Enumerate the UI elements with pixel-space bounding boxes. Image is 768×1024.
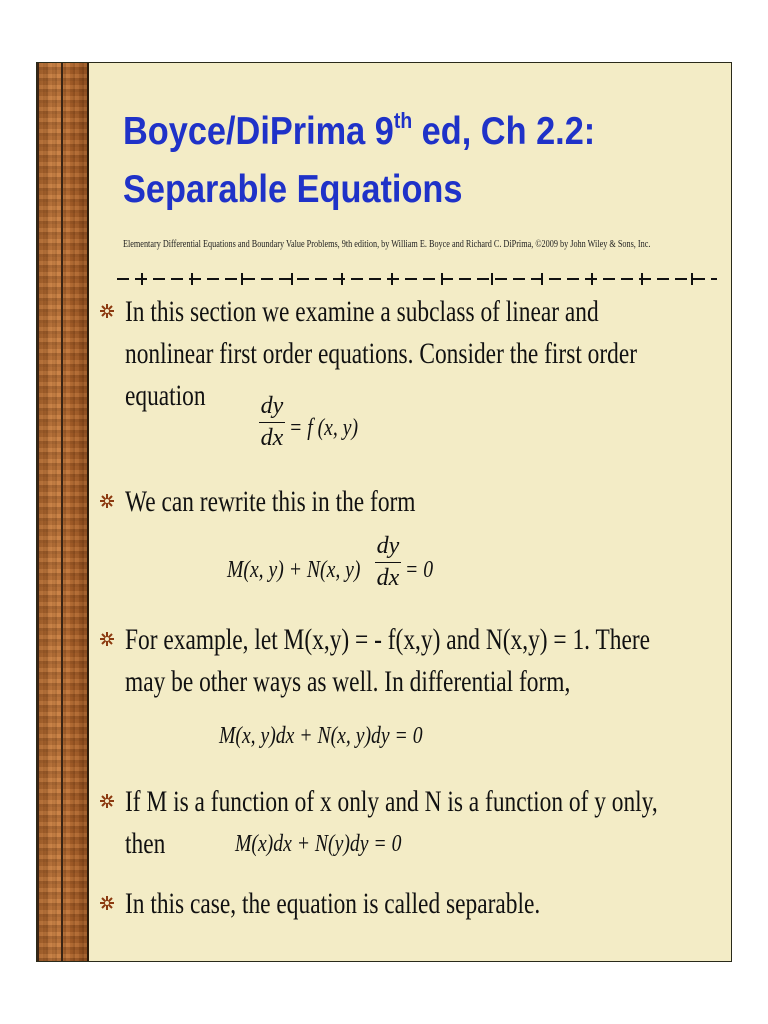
bullet-text: If M is a function of x only and N is a function of y only, then [125,785,658,860]
equation-fraction: dy dx [260,393,284,451]
band-stripe [61,63,63,961]
star-bullet-icon [99,303,115,319]
equation-2-lhs: M(x, y) + N(x, y) [227,557,361,583]
star-bullet-icon [99,631,115,647]
star-bullet-icon [99,895,115,911]
equation-4: M(x)dx + N(y)dy = 0 [235,831,402,857]
slide-title: Boyce/DiPrima 9th ed, Ch 2.2: Separable Equations [123,108,596,211]
bullet-text: In this section we examine a subclass of linear and nonlinear first order equations. Consider the first order equation [125,295,638,412]
bullet-text: For example, let M(x,y) = - f(x,y) and N(x,y) = 1. There may be other ways as well. In differential form, [125,623,651,698]
dashed-divider [117,269,717,289]
slide [36,62,732,962]
band-stripe [37,63,39,961]
bullet-text: In this case, the equation is called separable. [125,887,541,920]
decorative-side-band [37,63,89,961]
star-bullet-icon [99,793,115,809]
citation: Elementary Differential Equations and Boundary Value Problems, 9th edition, by William E. Boyce and Richard C. DiPrima, ©2009 by John Wiley & Sons, Inc. [123,239,651,250]
equation-3: M(x, y)dx + N(x, y)dy = 0 [219,723,423,749]
equation-2-rhs: = 0 [405,557,434,583]
bullet-text: We can rewrite this in the form [125,485,416,518]
equation-fraction: dy dx [376,533,400,591]
star-bullet-icon [99,493,115,509]
equation-1-rhs: = f (x, y) [289,415,359,441]
